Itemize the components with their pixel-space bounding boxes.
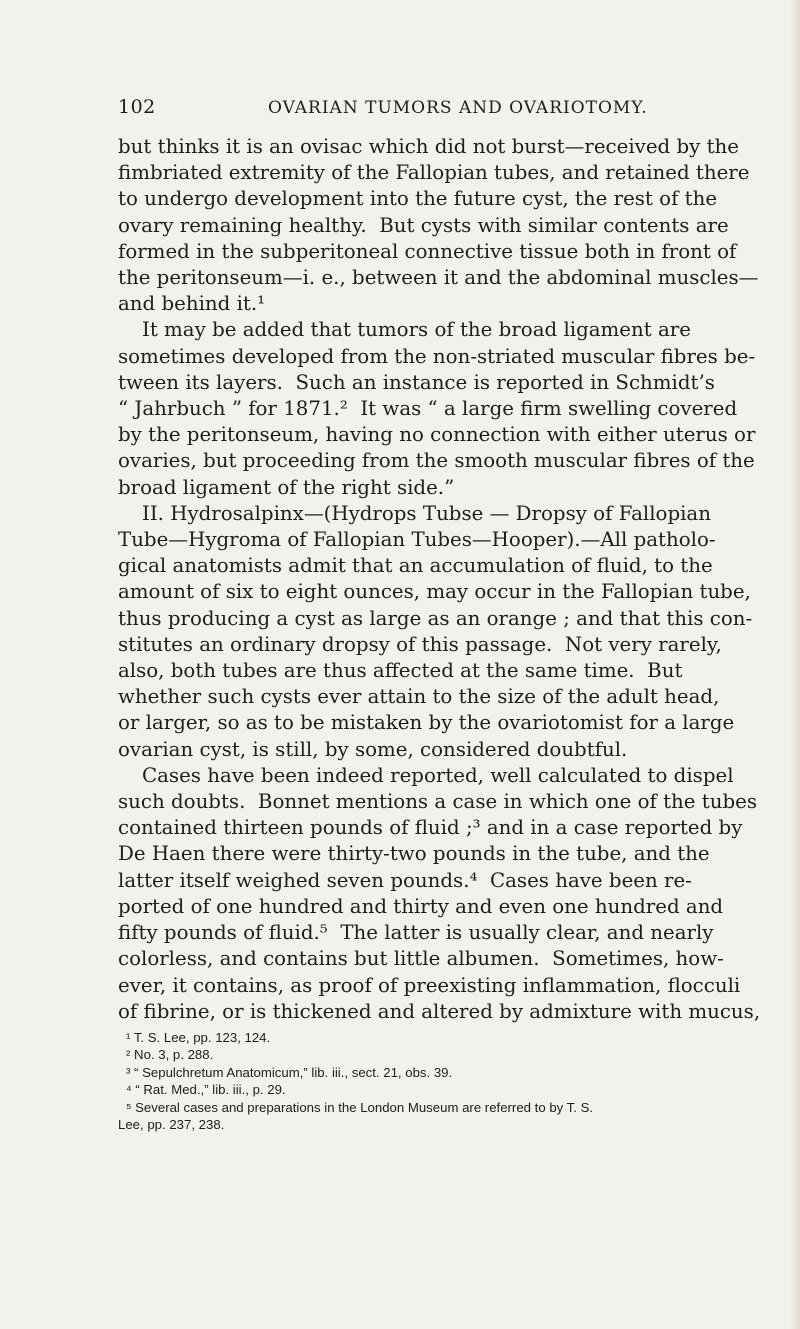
footnote: ³ “ Sepulchretum Anatomicum,” lib. iii., sect. 21, obs. 39. [126,1064,453,1080]
footnote: ² No. 3, p. 288. [126,1047,214,1063]
text-line: “ Jahrbuch ” for 1871.² It was “ a large firm swelling covered [118,397,738,421]
text-line: contained thirteen pounds of fluid ;³ and in a case reported by [118,816,743,840]
text-line: or larger, so as to be mistaken by the ovariotomist for a large [118,711,735,735]
footnote: ¹ T. S. Lee, pp. 123, 124. [126,1029,271,1045]
text-line: ovary remaining healthy. But cysts with similar contents are [118,213,729,237]
text-line: ported of one hundred and thirty and even one hundred and [118,894,724,918]
body-text [118,134,761,1025]
page-number: 102 [118,96,156,118]
paragraph-start: It may be added that tumors of the broad ligament are [142,318,691,342]
text-line: but thinks it is an ovisac which did not burst—received by the [118,135,739,158]
text-line: ever, it contains, as proof of preexisting inflammation, flocculi [118,973,741,997]
text-line: by the peritonseum, having no connection with either uterus or [118,423,756,447]
footnote: ⁴ “ Rat. Med.,” lib. iii., p. 29. [126,1082,286,1098]
text-line: such doubts. Bonnet mentions a case in which one of the tubes [118,790,757,814]
text-line: amount of six to eight ounces, may occur in the Fallopian tube, [118,580,751,604]
footnotes [118,1029,736,1133]
text-line: of fibrine, or is thickened and altered by admixture with mucus, [118,999,761,1023]
text-line: formed in the subperitoneal connective tissue both in front of [118,239,737,263]
text-line: thus producing a cyst as large as an orange ; and that this con- [118,606,753,630]
text-line: De Haen there were thirty-two pounds in the tube, and the [118,842,710,866]
footnote-continuation: Lee, pp. 237, 238. [118,1116,225,1132]
text-line: tween its layers. Such an instance is reported in Schmidt’s [118,370,715,394]
text-line: ovarian cyst, is still, by some, considered doubtful. [118,737,628,761]
paragraph-start: Cases have been indeed reported, well calculated to dispel [142,763,734,787]
text-line: whether such cysts ever attain to the size of the adult head, [118,685,720,709]
text-line: fifty pounds of fluid.⁵ The latter is usually clear, and nearly [118,921,714,945]
page-header [118,96,736,124]
footnote: ⁵ Several cases and preparations in the London Museum are referred to by T. S. [126,1099,594,1115]
page-edge-shadow [790,0,800,1329]
text-line: gical anatomists admit that an accumulation of fluid, to the [118,554,713,578]
text-line: the peritonseum—i. e., between it and the abdominal muscles— [118,266,759,290]
text-line: and behind it.¹ [118,292,266,316]
text-line: to undergo development into the future cyst, the rest of the [118,187,718,211]
text-line: stitutes an ordinary dropsy of this passage. Not very rarely, [118,632,722,656]
text-line: latter itself weighed seven pounds.⁴ Cases have been re- [118,868,692,892]
text-line: sometimes developed from the non-striated muscular fibres be- [118,344,756,368]
running-title: OVARIAN TUMORS AND OVARIOTOMY. [268,98,648,118]
text-line: also, both tubes are thus affected at the same time. But [118,659,683,683]
book-page [118,96,761,1133]
text-line: Tube—Hygroma of Fallopian Tubes—Hooper).—All patholo- [118,528,716,552]
text-line: ovaries, but proceeding from the smooth muscular fibres of the [118,449,755,473]
text-line: broad ligament of the right side.” [118,475,455,499]
section-heading-line: II. Hydrosalpinx—(Hydrops Tubse — Dropsy of Fallopian [142,501,711,525]
text-line: colorless, and contains but little albumen. Sometimes, how- [118,947,724,971]
text-line: fimbriated extremity of the Fallopian tubes, and retained there [118,161,750,185]
